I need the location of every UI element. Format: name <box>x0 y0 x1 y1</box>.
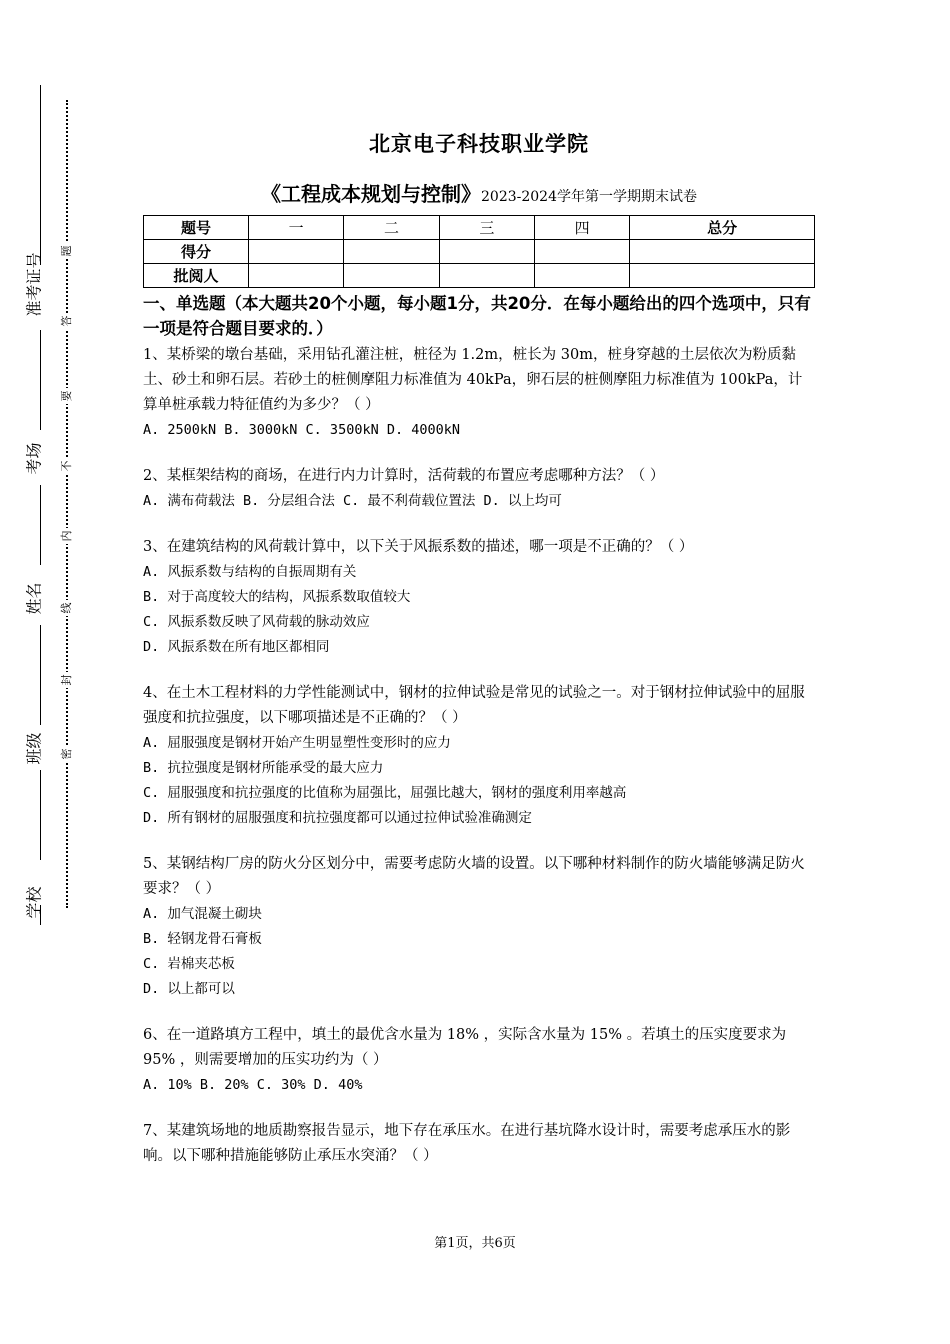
score-cell[interactable] <box>344 240 439 264</box>
term-text: 2023-2024学年第一学期期末试卷 <box>481 189 697 205</box>
question-option: C. 岩棉夹芯板 <box>143 956 235 972</box>
field-exam-number: 准考证号 <box>24 252 44 317</box>
question-stem: 3、在建筑结构的风荷载计算中，以下关于风振系数的描述，哪一项是不正确的？（ ） <box>143 539 694 555</box>
seal-char: 内 <box>59 528 75 544</box>
question <box>143 852 815 1002</box>
score-table <box>143 215 815 288</box>
question <box>143 343 815 443</box>
score-cell[interactable] <box>249 240 344 264</box>
seal-char: 题 <box>59 243 75 259</box>
question-option: B. 对于高度较大的结构，风振系数取值较大 <box>143 589 411 605</box>
score-cell[interactable] <box>534 240 629 264</box>
question-option: A. 10% B. 20% C. 30% D. 40% <box>143 1077 363 1093</box>
reviewer-cell[interactable] <box>344 264 439 288</box>
question <box>143 464 815 514</box>
question-option: A. 2500kN B. 3000kN C. 3500kN D. 4000kN <box>143 422 460 438</box>
reviewer-cell[interactable] <box>249 264 344 288</box>
binding-line <box>40 330 41 430</box>
row-header: 得分 <box>144 240 249 264</box>
page-footer: 第1页，共6页 <box>434 1236 516 1251</box>
col-header: 总分 <box>630 216 815 240</box>
binding-margin <box>0 0 90 1344</box>
seal-char: 线 <box>59 600 75 616</box>
question-stem: 2、某框架结构的商场，在进行内力计算时，活荷载的布置应考虑哪种方法？（ ） <box>143 468 665 484</box>
question-stem: 7、某建筑场地的地质勘察报告显示，地下存在承压水。在进行基坑降水设计时，需要考虑承压水的影响。以下哪种措施能够防止承压水突涌？（ ） <box>143 1123 791 1164</box>
section-title: 一、单选题（本大题共20个小题，每小题1分，共20分．在每小题给出的四个选项中，只有一项是符合题目要求的．） <box>143 294 811 338</box>
field-name: 姓名 <box>24 582 44 615</box>
exam-page <box>143 128 815 1190</box>
question-option: A. 屈服强度是钢材开始产生明显塑性变形时的应力 <box>143 735 451 751</box>
question-stem: 1、某桥梁的墩台基础，采用钻孔灌注桩，桩径为 1.2m，桩长为 30m，桩身穿越的土层依次为粉质黏土、砂土和卵石层。若砂土的桩侧摩阻力标准值为 40kPa，卵石层的桩侧摩阻力标准值为 100kPa，计算单桩承载力特征值约为多少？（ ） <box>143 347 803 413</box>
question-option: B. 抗拉强度是钢材所能承受的最大应力 <box>143 760 384 776</box>
seal-dotted-line <box>66 100 68 908</box>
score-cell[interactable] <box>439 240 534 264</box>
question-option: A. 满布荷载法 B. 分层组合法 C. 最不利荷载位置法 D. 以上均可 <box>143 493 562 509</box>
col-header: 题号 <box>144 216 249 240</box>
question-option: D. 以上都可以 <box>143 981 235 997</box>
question-option: C. 风振系数反映了风荷载的脉动效应 <box>143 614 370 630</box>
seal-char: 要 <box>59 388 75 404</box>
question-stem: 4、在土木工程材料的力学性能测试中，钢材的拉伸试验是常见的试验之一。对于钢材拉伸试验中的屈服强度和抗拉强度，以下哪项描述是不正确的？（ ） <box>143 685 805 726</box>
exam-title <box>143 178 815 207</box>
course-name: 《工程成本规划与控制》 <box>261 182 481 206</box>
binding-line <box>40 485 41 565</box>
school-name: 北京电子科技职业学院 <box>369 132 589 156</box>
question <box>143 535 815 660</box>
question-option: C. 屈服强度和抗拉强度的比值称为屈强比，屈强比越大，钢材的强度利用率越高 <box>143 785 627 801</box>
score-cell[interactable] <box>630 240 815 264</box>
question-option: D. 所有钢材的屈服强度和抗拉强度都可以通过拉伸试验准确测定 <box>143 810 532 826</box>
seal-char: 不 <box>59 458 75 474</box>
binding-line <box>40 625 41 725</box>
row-header: 批阅人 <box>144 264 249 288</box>
field-class: 班级 <box>24 732 44 765</box>
question-option: A. 风振系数与结构的自振周期有关 <box>143 564 357 580</box>
col-header: 四 <box>534 216 629 240</box>
reviewer-cell[interactable] <box>534 264 629 288</box>
binding-line <box>40 85 41 265</box>
seal-char: 封 <box>59 672 75 688</box>
col-header: 三 <box>439 216 534 240</box>
col-header: 一 <box>249 216 344 240</box>
reviewer-row <box>144 264 815 288</box>
field-exam-room: 考场 <box>24 442 44 475</box>
question-stem: 5、某钢结构厂房的防火分区划分中，需要考虑防火墙的设置。以下哪种材料制作的防火墙能够满足防火要求？（ ） <box>143 856 805 897</box>
field-school: 学校 <box>24 886 44 919</box>
question-option: A. 加气混凝土砌块 <box>143 906 262 922</box>
question <box>143 1119 815 1169</box>
question <box>143 681 815 831</box>
col-header: 二 <box>344 216 439 240</box>
seal-char: 密 <box>59 746 75 762</box>
question-option: B. 轻钢龙骨石膏板 <box>143 931 262 947</box>
score-row <box>144 240 815 264</box>
seal-char: 答 <box>59 313 75 329</box>
reviewer-cell[interactable] <box>439 264 534 288</box>
question <box>143 1023 815 1098</box>
score-table-header-row <box>144 216 815 240</box>
question-stem: 6、在一道路填方工程中，填土的最优含水量为 18% ，实际含水量为 15% 。若填土的压实度要求为 95% ，则需要增加的压实功约为（ ） <box>143 1027 787 1068</box>
reviewer-cell[interactable] <box>630 264 815 288</box>
question-option: D. 风振系数在所有地区都相同 <box>143 639 330 655</box>
binding-line <box>40 770 41 860</box>
